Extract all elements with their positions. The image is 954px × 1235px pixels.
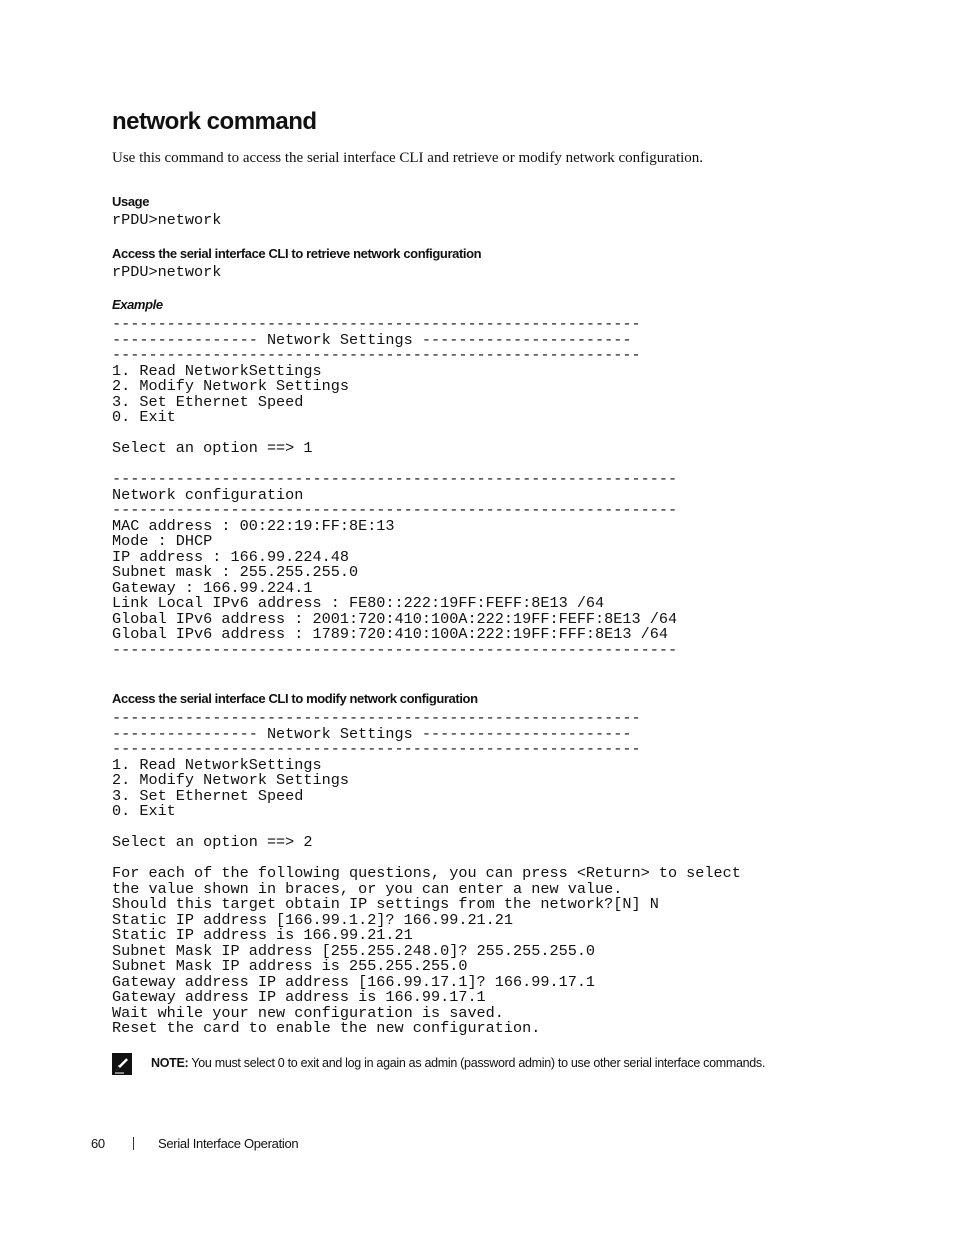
- note-pencil-icon: [112, 1053, 132, 1075]
- footer-separator: [133, 1137, 134, 1150]
- modify-code: ---------------------------------------------------------- ---------------- Network Settings ----------------------- ---------------------------------------------------------- 1. Read NetworkSettings 2. Modify Network Settings 3. Set Ethernet Speed 0. Exit Select an option ==> 2 For each of the following questions, you can press <Return> to select the value shown in braces, or you can enter a new value. Should this target obtain IP settings from the network?[N] N Static IP address [166.99.1.2]? 166.99.21.21 Static IP address is 166.99.21.21 Subnet Mask IP address [255.255.248.0]? 255.255.255.0 Subnet Mask IP address is 255.255.255.0 Gateway address IP address [166.99.17.1]? 166.99.17.1 Gateway address IP address is 166.99.17.1 Wait while your new configuration is saved. Reset the card to enable the new configuration.: [112, 709, 741, 1037]
- example-code: ---------------------------------------------------------- ---------------- Network Settings ----------------------- ---------------------------------------------------------- 1. Read NetworkSettings 2. Modify Network Settings 3. Set Ethernet Speed 0. Exit Select an option ==> 1 -------------------------------------------------------------- Network configuration -------------------------------------------------------------- MAC address : 00:22:19:FF:8E:13 Mode : DHCP IP address : 166.99.224.48 Subnet mask : 255.255.255.0 Gateway : 166.99.224.1 Link Local IPv6 address : FE80::222:19FF:FEFF:8E13 /64 Global IPv6 address : 2001:720:410:100A:222:19FF:FEFF:8E13 /64 Global IPv6 address : 1789:720:410:100A:222:19FF:FFF:8E13 /64 --------------------------------------------------------------: [112, 315, 678, 659]
- page-title: network command: [112, 108, 317, 135]
- footer-section-title: Serial Interface Operation: [158, 1136, 299, 1151]
- example-heading: Example: [112, 297, 163, 312]
- note-body: You must select 0 to exit and log in again as admin (password admin) to use other serial interface commands.: [191, 1056, 766, 1070]
- intro-paragraph: Use this command to access the serial interface CLI and retrieve or modify network configuration.: [112, 150, 704, 166]
- modify-heading: Access the serial interface CLI to modify network configuration: [112, 691, 478, 706]
- page-number: 60: [91, 1136, 105, 1151]
- note-label: NOTE:: [151, 1056, 189, 1070]
- retrieve-code: rPDU>network: [112, 263, 222, 281]
- usage-heading: Usage: [112, 194, 150, 209]
- note-text: [151, 1056, 765, 1070]
- usage-code: rPDU>network: [112, 211, 222, 229]
- retrieve-heading: Access the serial interface CLI to retrieve network configuration: [112, 246, 482, 261]
